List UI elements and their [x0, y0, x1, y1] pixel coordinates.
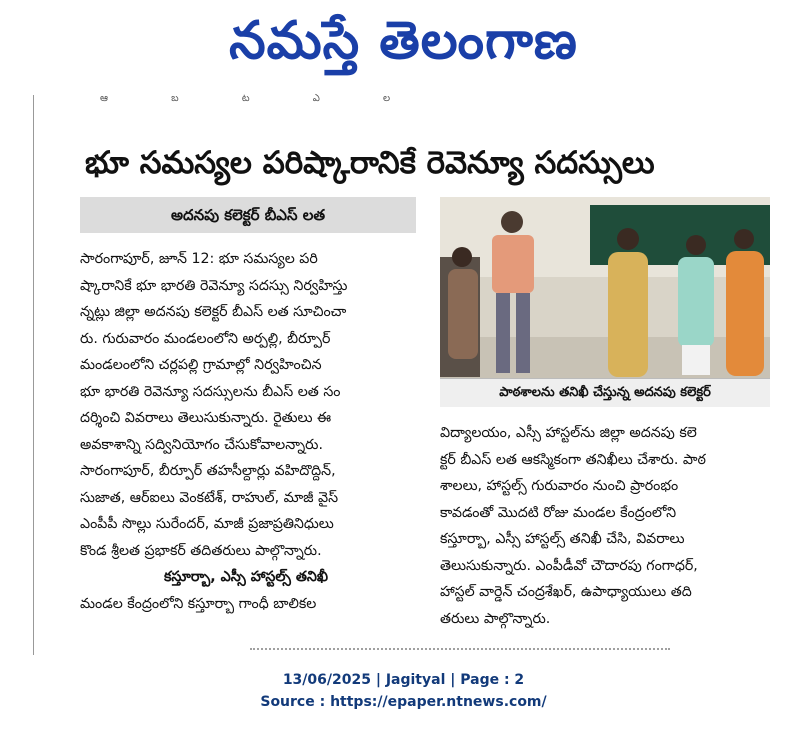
text-line: కొండ శ్రీలత ప్రభాకర్ తదితరులు పాల్గొన్నారు. [80, 542, 322, 559]
article-photo [440, 197, 770, 407]
article-subhead: అదనపు కలెక్టర్ బీఎస్ లత [80, 197, 416, 233]
text-line: కస్తూర్బా, ఎస్సీ హాస్టల్స్ తనిఖీ చేసి, వివరాలు [440, 531, 685, 547]
text-line: మండలంలోని చర్లపల్లి గ్రామాల్లో నిర్వహించిన [80, 357, 322, 373]
text-line: క్టర్ బీఎస్ లత ఆకస్మికంగా తనిఖీలు చేశారు. పాఠ [440, 451, 706, 468]
newspaper-logo: నమస్తే తెలంగాణ [229, 11, 578, 71]
text-line: తరులు పాల్గొన్నారు. [440, 610, 551, 627]
masthead [0, 0, 807, 82]
article-column-left [80, 246, 412, 617]
text-line: సారంగాపూర్, బీర్పూర్ తహసీల్దార్లు వహిదొద్దిన్, [80, 463, 336, 479]
cut-off-edge [250, 648, 670, 656]
classroom-photo-image [440, 197, 770, 407]
subsection-heading: కస్తూర్బా, ఎస్సీ హాస్టల్స్ తనిఖీ [164, 569, 328, 585]
cut-off-text-strip: ఆ బ ట ఎ ల [100, 93, 391, 104]
text-line: హాస్టల్ వార్డెన్ చంద్రశేఖర్, ఉపాధ్యాయులు తది [440, 584, 692, 600]
footer-source-link[interactable]: Source : https://epaper.ntnews.com/ [260, 694, 547, 710]
text-line: దర్శించి వివరాలు తెలుసుకున్నారు. రైతులు ఈ [80, 410, 332, 426]
photo-caption: పాఠశాలను తనిఖీ చేస్తున్న అదనపు కలెక్టర్ [440, 378, 770, 407]
text-line: ఎంపీపీ సొల్లు సురేందర్, మాజీ ప్రజాప్రతినిధులు [80, 516, 334, 532]
text-line: న్నట్లు జిల్లా అదనపు కలెక్టర్ బీఎస్ లత సూచించా [80, 304, 347, 320]
text-line: భూ భారతి రెవెన్యూ సదస్సులను బీఎస్ లత సం [80, 383, 341, 400]
text-line: కావడంతో మొదటి రోజు మండల కేంద్రంలోని [440, 504, 677, 521]
text-line: రు. గురువారం మండలంలోని అర్పల్లి, బీర్పూర్ [80, 330, 331, 347]
text-line: విద్యాలయం, ఎస్సీ హాస్టల్‌ను జిల్లా అదనపు కలె [440, 425, 697, 441]
text-line: సారంగాపూర్, జూన్ 12: భూ సమస్యల పరి [80, 251, 318, 267]
footer-date-line: 13/06/2025 | Jagityal | Page : 2 [282, 672, 525, 688]
text-line: అవకాశాన్ని సద్వినియోగం చేసుకోవాలన్నారు. [80, 436, 323, 453]
text-line: ష్కారానికే భూ భారతి రెవెన్యూ సదస్సు నిర్వహిస్తు [80, 277, 348, 294]
text-line: సుజాత, ఆర్ఐలు వెంకటేశ్, రాహుల్, మాజీ వైస్ [80, 489, 339, 506]
text-line: తెలుసుకున్నారు. ఎంపీడీవో చౌదారపు గంగాధర్, [440, 557, 698, 574]
text-line: శాలలు, హాస్టల్స్ గురువారం నుంచి ప్రారంభం [440, 478, 679, 494]
article-headline: భూ సమస్యల పరిష్కారానికే రెవెన్యూ సదస్సులు [85, 145, 655, 181]
text-line: మండల కేంద్రంలోని కస్తూర్బా గాంధీ బాలికల [80, 595, 317, 612]
article-column-right [440, 420, 770, 632]
